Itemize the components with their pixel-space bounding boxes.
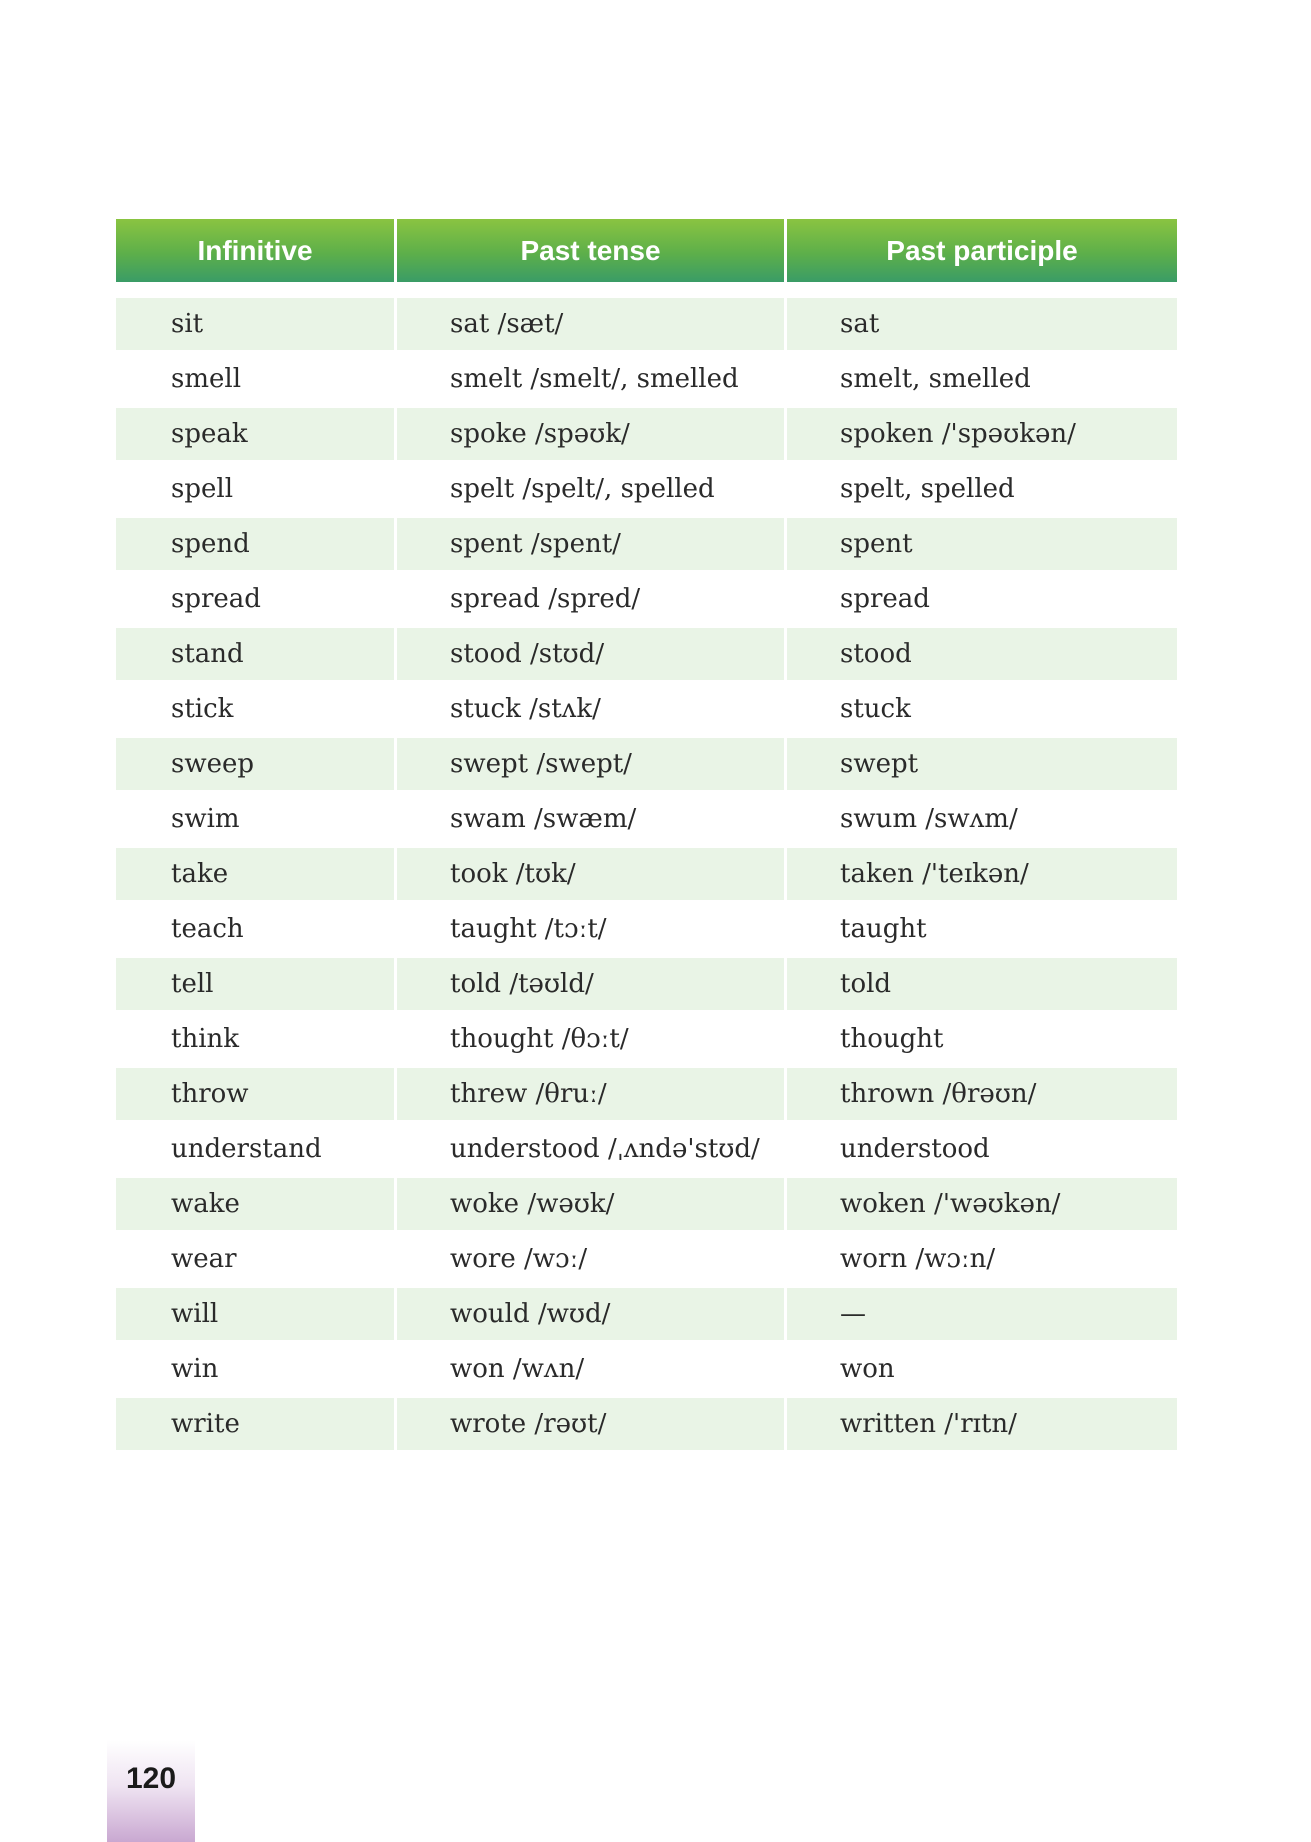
past-tense-cell: smelt /smelt/, smelled [397,353,787,408]
past-tense-cell: took /tʊk/ [397,848,787,903]
past-tense-cell: sat /sæt/ [397,298,787,353]
infinitive-cell: write [116,1398,397,1453]
infinitive-cell: wake [116,1178,397,1233]
infinitive-cell: sweep [116,738,397,793]
infinitive-cell: tell [116,958,397,1013]
past-participle-cell: — [787,1288,1177,1343]
irregular-verbs-table [116,219,1177,1453]
past-tense-cell: swept /swept/ [397,738,787,793]
table-row [116,628,1177,683]
past-tense-cell: spent /spent/ [397,518,787,573]
past-participle-cell: spent [787,518,1177,573]
past-tense-cell: taught /tɔːt/ [397,903,787,958]
past-participle-cell: taught [787,903,1177,958]
past-participle-cell: taken /'teɪkən/ [787,848,1177,903]
header-infinitive: Infinitive [116,219,397,282]
past-participle-cell: worn /wɔːn/ [787,1233,1177,1288]
past-participle-cell: stuck [787,683,1177,738]
infinitive-cell: swim [116,793,397,848]
table-row [116,903,1177,958]
past-tense-cell: spelt /spelt/, spelled [397,463,787,518]
infinitive-cell: stick [116,683,397,738]
infinitive-cell: stand [116,628,397,683]
infinitive-cell: understand [116,1123,397,1178]
past-tense-cell: wore /wɔː/ [397,1233,787,1288]
past-tense-cell: stood /stʊd/ [397,628,787,683]
past-tense-cell: spoke /spəʊk/ [397,408,787,463]
infinitive-cell: win [116,1343,397,1398]
past-participle-cell: spelt, spelled [787,463,1177,518]
past-tense-cell: woke /wəʊk/ [397,1178,787,1233]
table-row [116,1068,1177,1123]
table-row [116,298,1177,353]
page-number: 120 [125,1762,177,1795]
past-participle-cell: swum /swʌm/ [787,793,1177,848]
table-row [116,408,1177,463]
table-body [116,282,1177,1453]
infinitive-cell: spread [116,573,397,628]
infinitive-cell: throw [116,1068,397,1123]
past-participle-cell: thought [787,1013,1177,1068]
infinitive-cell: think [116,1013,397,1068]
past-participle-cell: spread [787,573,1177,628]
infinitive-cell: teach [116,903,397,958]
infinitive-cell: take [116,848,397,903]
past-participle-cell: won [787,1343,1177,1398]
table-row [116,683,1177,738]
table-row [116,353,1177,408]
infinitive-cell: spell [116,463,397,518]
table-row [116,463,1177,518]
past-tense-cell: threw /θruː/ [397,1068,787,1123]
past-tense-cell: would /wʊd/ [397,1288,787,1343]
table-header-row [116,219,1177,282]
table-row [116,793,1177,848]
past-participle-cell: thrown /θrəʊn/ [787,1068,1177,1123]
past-tense-cell: understood /ˌʌndə'stʊd/ [397,1123,787,1178]
past-participle-cell: written /'rɪtn/ [787,1398,1177,1453]
infinitive-cell: sit [116,298,397,353]
table-row [116,848,1177,903]
past-participle-cell: understood [787,1123,1177,1178]
table-row [116,1013,1177,1068]
header-past-participle: Past participle [787,219,1177,282]
table-row [116,1398,1177,1453]
past-participle-cell: spoken /'spəʊkən/ [787,408,1177,463]
past-tense-cell: stuck /stʌk/ [397,683,787,738]
infinitive-cell: will [116,1288,397,1343]
header-spacer [116,282,1177,298]
table-row [116,1288,1177,1343]
infinitive-cell: smell [116,353,397,408]
past-tense-cell: thought /θɔːt/ [397,1013,787,1068]
table-row [116,958,1177,1013]
table-row [116,518,1177,573]
past-tense-cell: swam /swæm/ [397,793,787,848]
infinitive-cell: spend [116,518,397,573]
past-tense-cell: won /wʌn/ [397,1343,787,1398]
past-participle-cell: smelt, smelled [787,353,1177,408]
infinitive-cell: wear [116,1233,397,1288]
table-row [116,1343,1177,1398]
table-row [116,1233,1177,1288]
table-row [116,1178,1177,1233]
infinitive-cell: speak [116,408,397,463]
table-row [116,1123,1177,1178]
past-participle-cell: sat [787,298,1177,353]
past-tense-cell: told /təʊld/ [397,958,787,1013]
past-participle-cell: stood [787,628,1177,683]
past-tense-cell: wrote /rəʊt/ [397,1398,787,1453]
past-tense-cell: spread /spred/ [397,573,787,628]
past-participle-cell: swept [787,738,1177,793]
past-participle-cell: told [787,958,1177,1013]
header-past-tense: Past tense [397,219,787,282]
table-row [116,738,1177,793]
past-participle-cell: woken /'wəʊkən/ [787,1178,1177,1233]
table-row [116,573,1177,628]
